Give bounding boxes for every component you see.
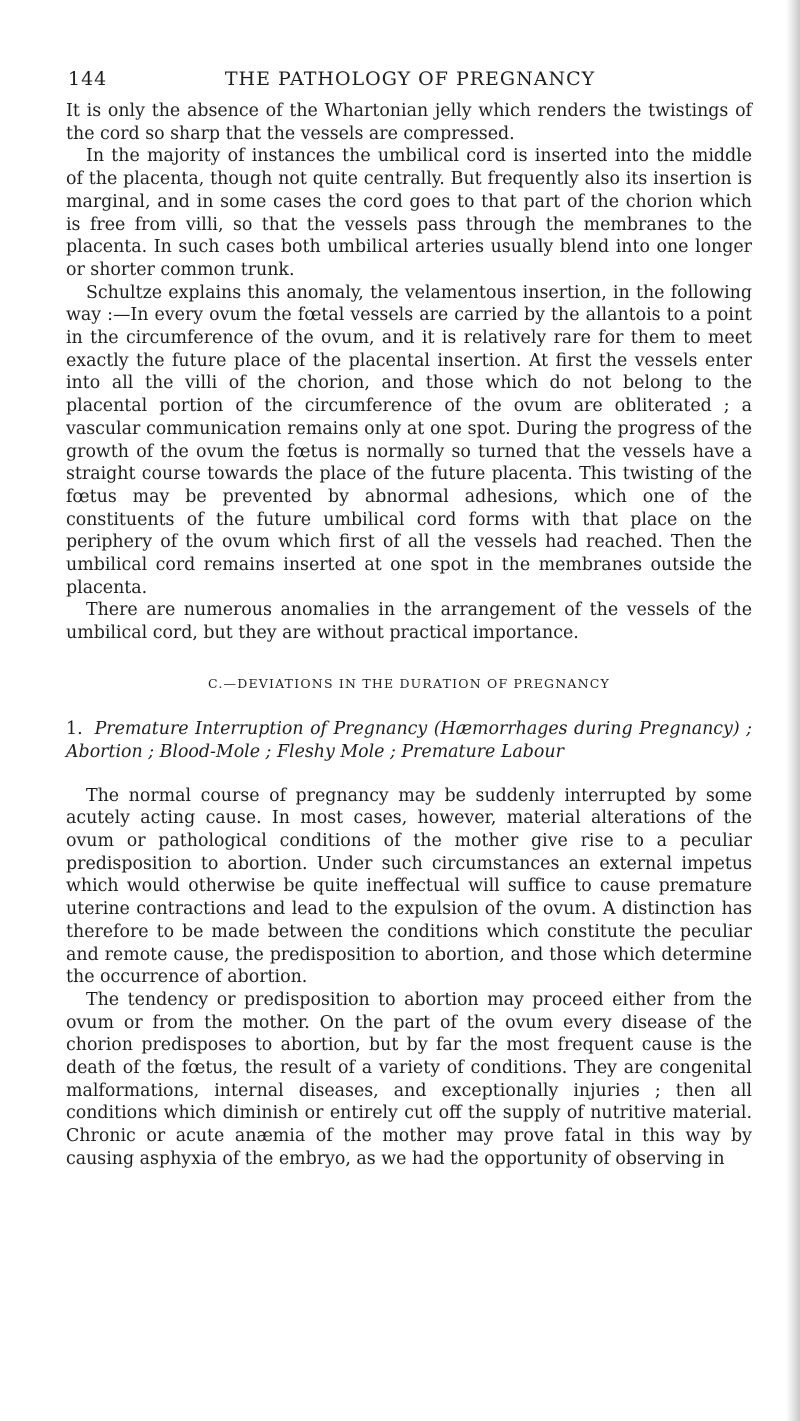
page-header (68, 68, 748, 98)
paragraph: Schultze explains this anomaly, the velamentous insertion, in the following way :—In every ovum the fœtal vessels are carried by the allantois to a point in the circumference of the ovum, and it is relatively rare for them to meet exactly the future place of the placental insertion. At first the vessels enter into all the villi of the chorion, and those which do not belong to the placental portion of the circumference of the ovum are obliterated ; a vascular communication remains only at one spot. During the progress of the growth of the ovum the fœtus is normally so turned that the vessels have a straight course towards the place of the future placenta. This twisting of the fœtus may be prevented by abnormal adhesions, which one of the constituents of the future umbilical cord forms with that place on the periphery of the ovum which first of all the vessels had reached. Then the umbilical cord remains inserted at one spot in the membranes outside the placenta. (66, 282, 752, 598)
paragraph: It is only the absence of the Whartonian jelly which renders the twistings of the cord so sharp that the vessels are compressed. (66, 101, 752, 144)
paragraph: There are numerous anomalies in the arrangement of the vessels of the umbilical cord, but they are without practical importance. (66, 600, 752, 644)
paragraph: The normal course of pregnancy may be suddenly interrupted by some acutely acting cause. In most cases, however, material alterations of the ovum or pathological conditions of the mother give rise to a peculiar predisposition to abortion. Under such circumstances an external impetus which would otherwise be quite ineffectual will suffice to cause premature uterine contractions and lead to the expulsion of the ovum. A distinction has therefore to be made between the conditions which constitute the peculiar and remote cause, the predisposition to abortion, and those which determine the occurrence of abortion. (66, 785, 752, 988)
page-edge-shadow (786, 0, 800, 1421)
paragraph: The tendency or predisposition to abortion may proceed either from the ovum or from the mother. On the part of the ovum every disease of the chorion predisposes to abortion, but by far the most frequent cause is the death of the fœtus, the result of a variety of conditions. They are congenital malformations, internal diseases, and exceptionally injuries ; then all conditions which diminish or entirely cut off the supply of nutritive material. Chronic or acute anæmia of the mother may prove fatal in this way by causing asphyxia of the embryo, as we had the opportunity of observing in (66, 989, 752, 1169)
page-number: 144 (68, 68, 108, 90)
paragraph: In the majority of instances the umbilical cord is inserted into the middle of the placenta, though not quite centrally. But frequently also its insertion is marginal, and in some cases the cord goes to that part of the chorion which is free from villi, so that the vessels pass through the membranes to the placenta. In such cases both umbilical arteries usually blend into one longer or shorter common trunk. (66, 146, 752, 280)
running-head: THE PATHOLOGY OF PREGNANCY (224, 68, 596, 90)
subsection-number: 1. (66, 718, 83, 739)
body-text (66, 100, 752, 1171)
section-heading: C.—DEVIATIONS IN THE DURATION OF PREGNANCY (208, 675, 610, 691)
subsection-heading (66, 718, 752, 764)
subsection-title: Premature Interruption of Pregnancy (Hæmorrhages during Pregnancy) ; Abortion ; Blood-Mole ; Fleshy Mole ; Premature Labour (66, 718, 752, 762)
